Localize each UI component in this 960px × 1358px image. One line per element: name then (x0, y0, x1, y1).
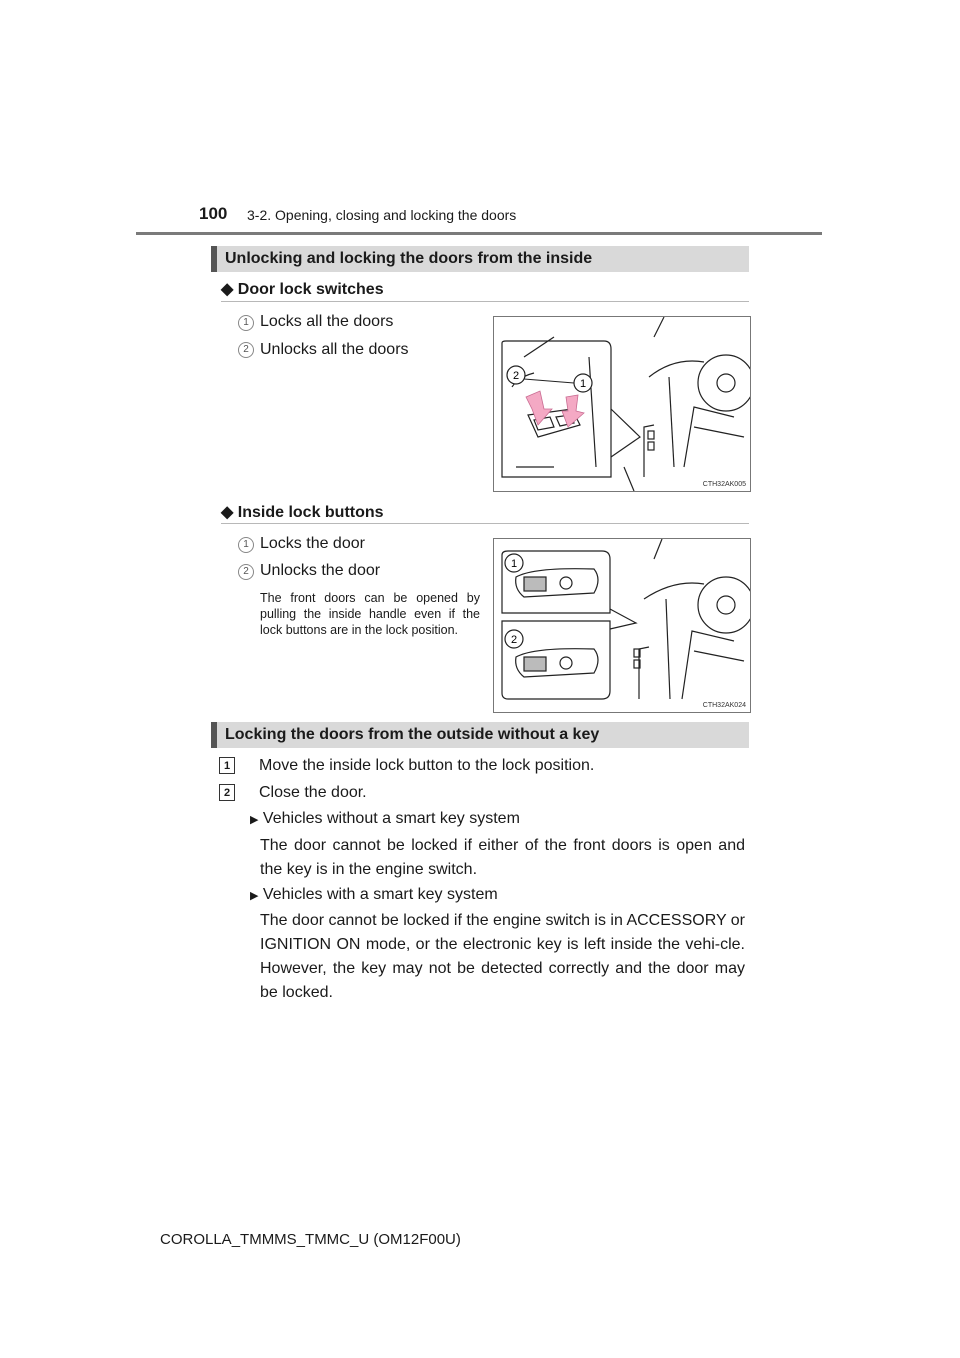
section-title-bar (211, 722, 749, 748)
section-title: Unlocking and locking the doors from the inside (225, 250, 593, 267)
callout-2: 1 (579, 378, 587, 390)
section-title: Locking the doors from the outside without a key (225, 726, 600, 743)
triangle-right-icon: ▶ (250, 890, 259, 902)
step-text: Move the inside lock button to the lock position. (259, 757, 595, 774)
item-number: 1 (238, 315, 254, 331)
running-title: 3-2. Opening, closing and locking the doors (247, 207, 517, 223)
case-description: The door cannot be locked if either of the front doors is open and the key is in the engine switch. (260, 837, 745, 878)
figure-code: CTH32AK024 (702, 702, 746, 709)
item-number: 1 (238, 537, 254, 553)
door-lock-switch-illustration (493, 316, 751, 492)
note-text: The front doors can be opened by pulling the inside handle even if the lock buttons are in the lock position. (260, 591, 480, 637)
item-text: Locks all the doors (260, 313, 394, 330)
callout-1: 1 (510, 558, 518, 570)
item-text: Unlocks all the doors (260, 341, 409, 358)
diamond-icon: ◆ (221, 504, 234, 521)
door-lock-switch-drawing (494, 317, 750, 491)
case-label-text: Vehicles with a smart key system (262, 886, 498, 903)
step-number: 1 (219, 757, 235, 774)
case-label-text: Vehicles without a smart key system (262, 810, 520, 827)
triangle-right-icon: ▶ (250, 814, 259, 826)
item-text: Unlocks the door (260, 562, 381, 579)
inside-lock-button-illustration (493, 538, 751, 713)
step-text: Close the door. (259, 784, 367, 801)
subsection-heading (221, 502, 384, 522)
header-rule (136, 232, 822, 235)
item-number: 2 (238, 564, 254, 580)
subsection-title: Door lock switches (237, 281, 384, 298)
step-number: 2 (219, 784, 235, 801)
case-description: The door cannot be locked if the engine switch is in ACCESSORY or IGNITION ON mode, or the electronic key is left inside the vehi-cle. However, the key may not be detected correctly and the door may be locked. (260, 912, 746, 1001)
page-number: 100 (199, 204, 228, 223)
section-title-bar (211, 246, 749, 272)
inside-lock-button-drawing (494, 539, 750, 712)
document-code: COROLLA_TMMMS_TMMC_U (OM12F00U) (160, 1231, 461, 1248)
subsection-rule (221, 523, 749, 524)
item-number: 2 (238, 342, 254, 358)
diamond-icon: ◆ (221, 281, 234, 298)
item-text: Locks the door (260, 535, 365, 552)
figure-code: CTH32AK005 (702, 481, 746, 488)
subsection-rule (221, 301, 749, 302)
subsection-heading (221, 279, 384, 299)
subsection-title: Inside lock buttons (237, 504, 384, 521)
case-label (250, 883, 498, 908)
callout-1: 2 (512, 370, 520, 382)
callout-2: 2 (510, 634, 518, 646)
case-label (250, 807, 520, 832)
